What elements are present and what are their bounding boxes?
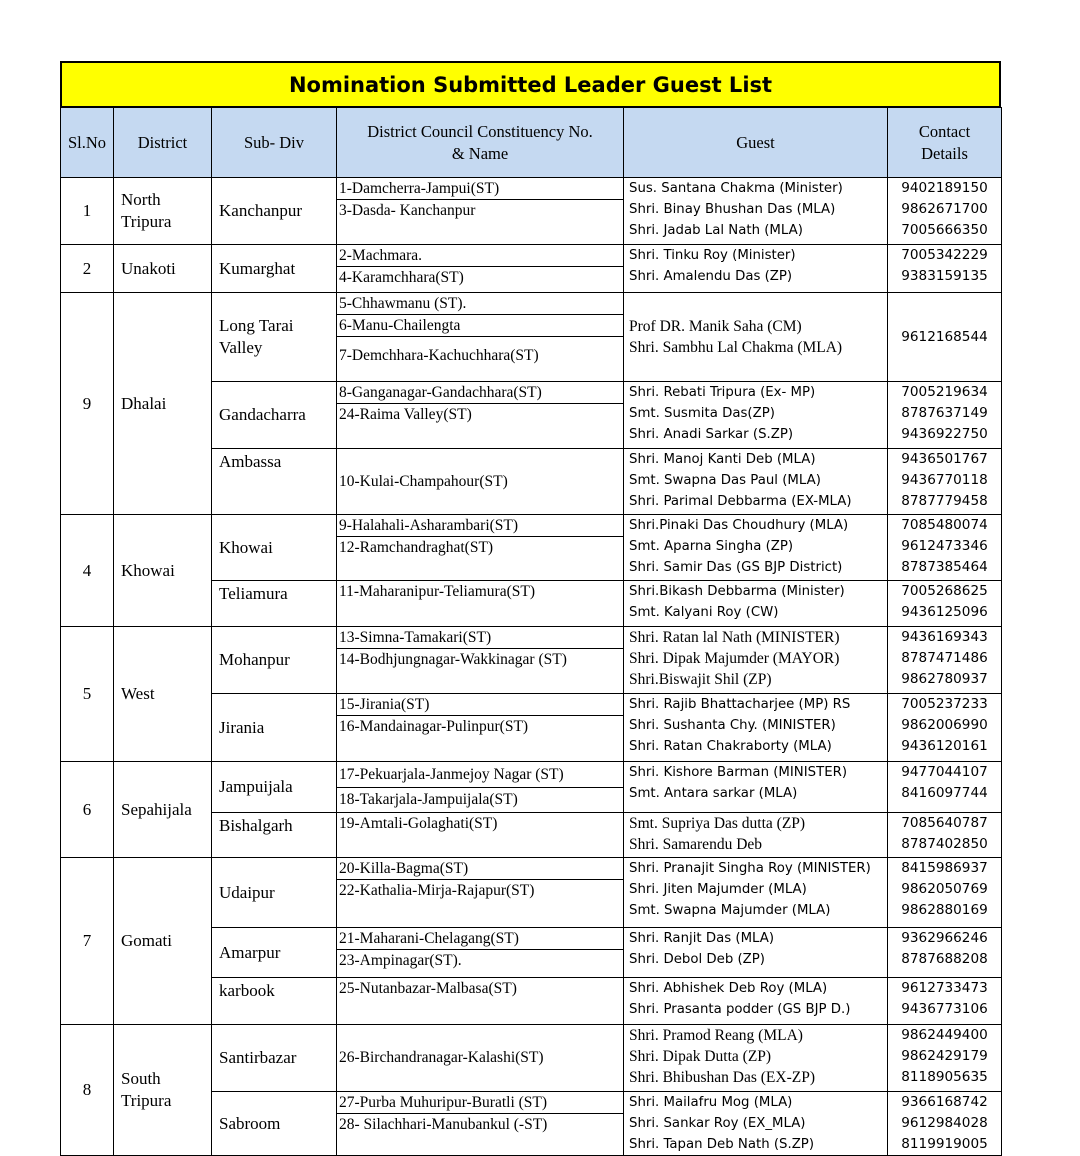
guest-name: Shri. Pramod Reang (MLA) xyxy=(629,1027,803,1044)
district-cell: Khowai xyxy=(114,515,212,627)
constituency-item: 5-Chhawmanu (ST). xyxy=(337,293,623,315)
constituency-cell xyxy=(337,627,624,694)
constituency-cell xyxy=(337,293,624,382)
constituency-item: 8-Ganganagar-Gandachhara(ST) xyxy=(337,382,623,404)
guest-name: Smt. Swapna Majumder (MLA) xyxy=(629,903,831,918)
constituency-cell xyxy=(337,978,624,1025)
sl-no-cell: 8 xyxy=(61,1025,114,1156)
guest-name: Shri.Bikash Debbarma (Minister) xyxy=(629,584,845,599)
guest-cell xyxy=(624,1025,888,1092)
contact-number[interactable]: 9436501767 xyxy=(901,451,988,467)
contact-number[interactable]: 9862050769 xyxy=(901,881,988,897)
constituency-item: 11-Maharanipur-Teliamura(ST) xyxy=(339,583,536,600)
contact-number[interactable]: 9436922750 xyxy=(901,426,988,442)
constituency-cell xyxy=(337,178,624,245)
contact-number[interactable]: 9383159135 xyxy=(901,268,988,284)
guest-name: Shri. Samarendu Deb xyxy=(629,836,763,853)
guest-name: Sus. Santana Chakma (Minister) xyxy=(629,181,843,196)
constituency-item: 20-Killa-Bagma(ST) xyxy=(337,858,623,880)
sub-div-cell: Mohanpur xyxy=(212,627,337,694)
sl-no-cell: 9 xyxy=(61,293,114,515)
guest-name: Shri. Anadi Sarkar (S.ZP) xyxy=(629,427,794,442)
col-sub-div: Sub- Div xyxy=(212,108,337,178)
contact-number[interactable]: 9862449400 xyxy=(901,1027,988,1043)
guest-name: Smt. Kalyani Roy (CW) xyxy=(629,605,779,620)
sub-div-cell: Kumarghat xyxy=(212,245,337,293)
district-cell: South Tripura xyxy=(114,1025,212,1156)
contact-cell xyxy=(888,515,1002,581)
guest-name: Smt. Aparna Singha (ZP) xyxy=(629,539,794,554)
col-district: District xyxy=(114,108,212,178)
guest-name: Prof DR. Manik Saha (CM) xyxy=(629,318,802,335)
guest-name: Shri. Rebati Tripura (Ex- MP) xyxy=(629,385,816,400)
sub-div-cell: Long Tarai Valley xyxy=(212,293,337,382)
sub-div-cell: Santirbazar xyxy=(212,1025,337,1092)
guest-name: Smt. Supriya Das dutta (ZP) xyxy=(629,815,806,832)
contact-cell xyxy=(888,978,1002,1025)
contact-number[interactable]: 8787637149 xyxy=(901,405,988,421)
constituency-cell xyxy=(337,449,624,515)
contact-number[interactable]: 9477044107 xyxy=(901,764,988,780)
contact-number[interactable]: 9436770118 xyxy=(901,472,988,488)
sl-no-cell: 2 xyxy=(61,245,114,293)
contact-number[interactable]: 7005219634 xyxy=(901,384,988,400)
constituency-item: 23-Ampinagar(ST). xyxy=(339,952,462,969)
guest-cell xyxy=(624,813,888,858)
table-body xyxy=(61,178,1002,1156)
guest-cell xyxy=(624,515,888,581)
guest-cell xyxy=(624,178,888,245)
contact-number[interactable]: 9436125096 xyxy=(901,604,988,620)
sub-div-cell: Udaipur xyxy=(212,858,337,928)
col-contact: Contact Details xyxy=(888,108,1002,178)
guest-name: Smt. Susmita Das(ZP) xyxy=(629,406,775,421)
guest-name: Shri. Jiten Majumder (MLA) xyxy=(629,882,807,897)
contact-number[interactable]: 7005237233 xyxy=(901,696,988,712)
district-cell: Gomati xyxy=(114,858,212,1025)
district-cell: West xyxy=(114,627,212,762)
table-row xyxy=(61,858,1002,928)
guest-name: Shri. Binay Bhushan Das (MLA) xyxy=(629,202,836,217)
contact-number[interactable]: 8416097744 xyxy=(901,785,988,801)
guest-name: Shri. Prasanta podder (GS BJP D.) xyxy=(629,1002,851,1017)
constituency-cell xyxy=(337,581,624,627)
guest-cell xyxy=(624,978,888,1025)
sub-div-cell: Khowai xyxy=(212,515,337,581)
constituency-item: 12-Ramchandraghat(ST) xyxy=(339,539,494,556)
table-row xyxy=(61,627,1002,694)
contact-number[interactable]: 9612984028 xyxy=(901,1115,988,1131)
sl-no-cell: 7 xyxy=(61,858,114,1025)
sub-div-cell: Teliamura xyxy=(212,581,337,627)
guest-table xyxy=(60,107,1002,1156)
sub-div-cell: Ambassa xyxy=(212,449,337,515)
guest-name: Shri. Ratan lal Nath (MINISTER) xyxy=(629,629,840,646)
contact-number[interactable]: 9612473346 xyxy=(901,538,988,554)
constituency-item: 10-Kulai-Champahour(ST) xyxy=(339,472,508,490)
constituency-item: 9-Halahali-Asharambari(ST) xyxy=(337,515,623,537)
constituency-item: 25-Nutanbazar-Malbasa(ST) xyxy=(339,980,517,997)
sub-div-cell: Sabroom xyxy=(212,1092,337,1156)
contact-cell xyxy=(888,293,1002,382)
contact-number[interactable]: 8118905635 xyxy=(901,1069,988,1085)
header-row xyxy=(61,108,1002,178)
guest-name: Shri. Pranajit Singha Roy (MINISTER) xyxy=(629,861,871,876)
sub-div-cell: karbook xyxy=(212,978,337,1025)
constituency-item: 22-Kathalia-Mirja-Rajapur(ST) xyxy=(339,882,535,899)
constituency-item: 14-Bodhjungnagar-Wakkinagar (ST) xyxy=(339,651,567,668)
contact-number[interactable]: 9436773106 xyxy=(901,1001,988,1017)
sub-div-cell: Jampuijala xyxy=(212,762,337,813)
guest-name: Shri. Mailafru Mog (MLA) xyxy=(629,1095,793,1110)
guest-name: Shri. Debol Deb (ZP) xyxy=(629,952,765,967)
contact-number[interactable]: 8119919005 xyxy=(901,1136,988,1152)
constituency-item: 21-Maharani-Chelagang(ST) xyxy=(337,928,623,950)
constituency-item: 28- Silachhari-Manubankul (-ST) xyxy=(339,1116,548,1133)
constituency-item: 6-Manu-Chailengta xyxy=(337,315,623,337)
guest-cell xyxy=(624,858,888,928)
contact-number[interactable]: 9862006990 xyxy=(901,717,988,733)
guest-name: Shri.Pinaki Das Choudhury (MLA) xyxy=(629,518,849,533)
guest-name: Shri. Rajib Bhattacharjee (MP) RS xyxy=(629,697,851,712)
guest-name: Shri. Ratan Chakraborty (MLA) xyxy=(629,739,832,754)
constituency-cell xyxy=(337,762,624,813)
district-cell: Sepahijala xyxy=(114,762,212,858)
sl-no-cell: 1 xyxy=(61,178,114,245)
guest-name: Shri. Manoj Kanti Deb (MLA) xyxy=(629,452,816,467)
sl-no-cell: 6 xyxy=(61,762,114,858)
contact-cell xyxy=(888,762,1002,813)
constituency-cell xyxy=(337,858,624,928)
guest-cell xyxy=(624,581,888,627)
constituency-item: 13-Simna-Tamakari(ST) xyxy=(337,627,623,649)
constituency-item: 7-Demchhara-Kachuchhara(ST) xyxy=(339,347,539,364)
guest-list-sheet xyxy=(60,61,1001,1156)
guest-cell xyxy=(624,245,888,293)
contact-cell xyxy=(888,178,1002,245)
table-row xyxy=(61,245,1002,293)
guest-name: Shri. Dipak Majumder (MAYOR) xyxy=(629,650,840,667)
contact-number[interactable]: 8787779458 xyxy=(901,493,988,509)
guest-name: Shri. Sushanta Chy. (MINISTER) xyxy=(629,718,836,733)
contact-number[interactable]: 7005666350 xyxy=(901,222,988,238)
guest-name: Shri. Parimal Debbarma (EX-MLA) xyxy=(629,494,852,509)
constituency-cell xyxy=(337,928,624,978)
constituency-cell xyxy=(337,515,624,581)
guest-name: Shri. Kishore Barman (MINISTER) xyxy=(629,765,848,780)
constituency-item: 15-Jirania(ST) xyxy=(337,694,623,716)
contact-number[interactable]: 7005342229 xyxy=(901,247,988,263)
table-row xyxy=(61,293,1002,382)
constituency-cell xyxy=(337,813,624,858)
table-row xyxy=(61,762,1002,813)
guest-name: Shri. Tinku Roy (Minister) xyxy=(629,248,796,263)
sub-div-cell: Kanchanpur xyxy=(212,178,337,245)
guest-cell xyxy=(624,293,888,382)
constituency-cell xyxy=(337,245,624,293)
contact-cell xyxy=(888,382,1002,449)
contact-number[interactable]: 9862780937 xyxy=(901,671,988,687)
guest-name: Smt. Antara sarkar (MLA) xyxy=(629,786,798,801)
contact-number[interactable]: 9862671700 xyxy=(901,201,988,217)
constituency-item: 26-Birchandranagar-Kalashi(ST) xyxy=(339,1049,544,1066)
col-sl-no: Sl.No xyxy=(61,108,114,178)
guest-name: Shri. Bhibushan Das (EX-ZP) xyxy=(629,1069,815,1086)
sl-no-cell: 5 xyxy=(61,627,114,762)
contact-cell xyxy=(888,627,1002,694)
contact-number[interactable]: 9366168742 xyxy=(901,1094,988,1110)
guest-name: Shri. Sambhu Lal Chakma (MLA) xyxy=(629,339,843,356)
contact-number[interactable]: 9402189150 xyxy=(901,180,988,196)
contact-number[interactable]: 7085480074 xyxy=(901,517,988,533)
contact-number[interactable]: 8415986937 xyxy=(901,860,988,876)
constituency-item: 19-Amtali-Golaghati(ST) xyxy=(339,815,498,832)
sub-div-cell: Bishalgarh xyxy=(212,813,337,858)
sub-div-cell: Jirania xyxy=(212,694,337,762)
contact-number[interactable]: 7005268625 xyxy=(901,583,988,599)
constituency-item: 2-Machmara. xyxy=(337,245,623,267)
district-cell: Dhalai xyxy=(114,293,212,515)
sub-div-cell: Amarpur xyxy=(212,928,337,978)
guest-name: Shri.Biswajit Shil (ZP) xyxy=(629,671,772,688)
guest-cell xyxy=(624,694,888,762)
guest-name: Shri. Tapan Deb Nath (S.ZP) xyxy=(629,1137,815,1152)
constituency-cell xyxy=(337,382,624,449)
col-guest: Guest xyxy=(624,108,888,178)
constituency-cell xyxy=(337,1025,624,1092)
contact-cell xyxy=(888,245,1002,293)
sub-div-cell: Gandacharra xyxy=(212,382,337,449)
contact-number[interactable]: 9436120161 xyxy=(901,738,988,754)
contact-number[interactable]: 7085640787 xyxy=(901,815,988,831)
guest-name: Shri. Ranjit Das (MLA) xyxy=(629,931,775,946)
constituency-item: 18-Takarjala-Jampuijala(ST) xyxy=(339,791,518,808)
guest-name: Shri. Jadab Lal Nath (MLA) xyxy=(629,223,803,238)
contact-cell xyxy=(888,449,1002,515)
constituency-item: 17-Pekuarjala-Janmejoy Nagar (ST) xyxy=(337,762,623,788)
contact-number[interactable]: 9862880169 xyxy=(901,902,988,918)
guest-name: Shri. Amalendu Das (ZP) xyxy=(629,269,793,284)
contact-number[interactable]: 8787471486 xyxy=(901,650,988,666)
contact-cell xyxy=(888,813,1002,858)
contact-cell xyxy=(888,581,1002,627)
district-cell: North Tripura xyxy=(114,178,212,245)
constituency-item: 1-Damcherra-Jampui(ST) xyxy=(337,178,623,200)
table-row xyxy=(61,515,1002,581)
constituency-cell xyxy=(337,694,624,762)
table-row xyxy=(61,1025,1002,1092)
guest-cell xyxy=(624,627,888,694)
contact-number[interactable]: 9362966246 xyxy=(901,930,988,946)
contact-number[interactable]: 9862429179 xyxy=(901,1048,988,1064)
contact-number[interactable]: 8787385464 xyxy=(901,559,988,575)
contact-cell xyxy=(888,858,1002,928)
guest-name: Shri. Samir Das (GS BJP District) xyxy=(629,560,843,575)
contact-number[interactable]: 8787688208 xyxy=(901,951,988,967)
contact-number[interactable]: 9436169343 xyxy=(901,629,988,645)
col-constituency: District Council Constituency No. & Name xyxy=(337,108,624,178)
sl-no-cell: 4 xyxy=(61,515,114,627)
guest-cell xyxy=(624,928,888,978)
guest-cell xyxy=(624,449,888,515)
contact-cell xyxy=(888,694,1002,762)
guest-name: Shri. Sankar Roy (EX_MLA) xyxy=(629,1116,806,1131)
contact-cell xyxy=(888,928,1002,978)
contact-number[interactable]: 8787402850 xyxy=(901,836,988,852)
constituency-item: 3-Dasda- Kanchanpur xyxy=(339,202,476,219)
district-cell: Unakoti xyxy=(114,245,212,293)
constituency-item: 24-Raima Valley(ST) xyxy=(339,406,472,423)
contact-cell xyxy=(888,1025,1002,1092)
contact-number[interactable]: 9612733473 xyxy=(901,980,988,996)
constituency-item: 27-Purba Muhuripur-Buratli (ST) xyxy=(337,1092,623,1114)
contact-number[interactable]: 9612168544 xyxy=(901,328,988,345)
sheet-title: Nomination Submitted Leader Guest List xyxy=(60,61,1001,107)
constituency-item: 4-Karamchhara(ST) xyxy=(339,269,464,286)
constituency-item: 16-Mandainagar-Pulinpur(ST) xyxy=(339,718,529,735)
guest-name: Smt. Swapna Das Paul (MLA) xyxy=(629,473,821,488)
guest-cell xyxy=(624,382,888,449)
table-row xyxy=(61,178,1002,245)
guest-cell xyxy=(624,762,888,813)
guest-name: Shri. Abhishek Deb Roy (MLA) xyxy=(629,981,828,996)
guest-name: Shri. Dipak Dutta (ZP) xyxy=(629,1048,772,1065)
